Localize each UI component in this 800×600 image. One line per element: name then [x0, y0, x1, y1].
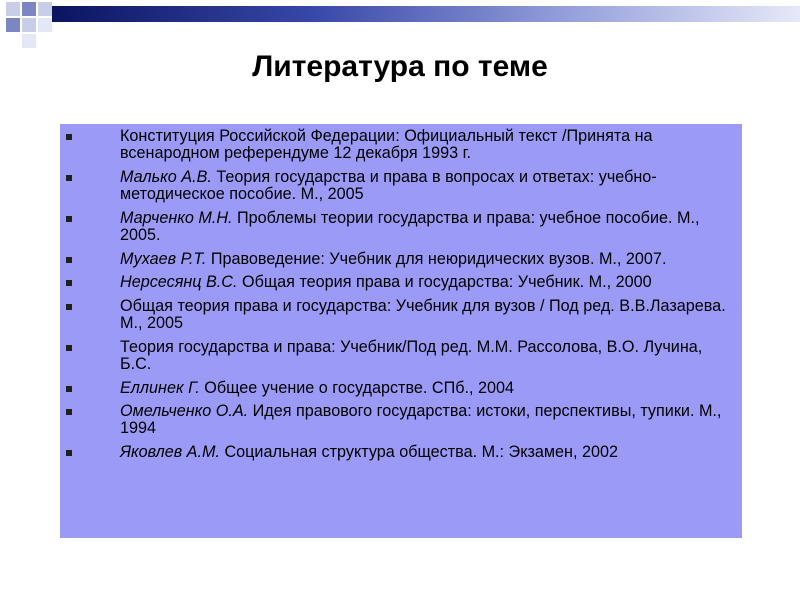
list-item	[60, 169, 732, 204]
page-title: Литература по теме	[252, 50, 548, 83]
reference-author: Яковлев А.М.	[120, 442, 220, 461]
reference-text: Проблемы теории государства и права: учебное пособие. М., 2005.	[120, 208, 700, 245]
list-item	[60, 210, 732, 245]
references-list	[60, 128, 732, 461]
square-bullet-icon	[66, 345, 72, 351]
square-bullet-icon	[66, 280, 72, 286]
reference-text: Правоведение: Учебник для неюридических вузов. М., 2007.	[206, 249, 667, 268]
square-bullet-icon	[66, 450, 72, 456]
reference-text: Теория государства и права в вопросах и ответах: учебно-методическое пособие. М., 2005	[120, 167, 657, 204]
square-bullet-icon	[66, 134, 72, 140]
reference-text: Идея правового государства: истоки, перспективы, тупики. М., 1994	[120, 402, 722, 438]
list-item	[60, 128, 732, 163]
reference-text: Теория государства и права: Учебник/Под ред. М.М. Рассолова, В.О. Лучина, Б.С.	[120, 337, 703, 374]
list-item	[60, 251, 732, 268]
header-gradient-bar	[52, 6, 800, 22]
list-item	[60, 403, 732, 438]
reference-author: Омельченко О.А.	[120, 402, 249, 421]
reference-text: Социальная структура общества. М.: Экзамен, 2002	[219, 442, 618, 461]
list-item	[60, 298, 732, 333]
reference-author: Малько А.В.	[120, 167, 212, 186]
square-bullet-icon	[66, 175, 72, 181]
reference-text: Общая теория права и государства: Учебник. М., 2000	[237, 273, 652, 292]
list-item	[60, 339, 732, 374]
list-item	[60, 444, 732, 461]
reference-author: Еллинек Г.	[120, 378, 200, 397]
list-item	[60, 380, 732, 397]
square-bullet-icon	[66, 216, 72, 222]
references-box	[60, 124, 742, 538]
reference-author: Мухаев Р.Т.	[120, 249, 207, 268]
reference-text: Конституция Российской Федерации: Официальный текст /Принята на всенародном референдуме 12 декабря 1993 г.	[120, 127, 653, 163]
reference-text: Общая теория права и государства: Учебник для вузов / Под ред. В.В.Лазарева. М., 2005	[120, 296, 726, 333]
header-band	[0, 0, 800, 28]
list-item	[60, 274, 732, 291]
square-bullet-icon	[66, 304, 72, 310]
reference-author: Марченко М.Н.	[120, 208, 233, 227]
decorative-squares-icon	[0, 0, 60, 48]
reference-text: Общее учение о государстве. СПб., 2004	[199, 378, 514, 397]
reference-author: Нерсесянц В.С.	[120, 273, 238, 292]
square-bullet-icon	[66, 409, 72, 415]
square-bullet-icon	[66, 257, 72, 263]
square-bullet-icon	[66, 386, 72, 392]
